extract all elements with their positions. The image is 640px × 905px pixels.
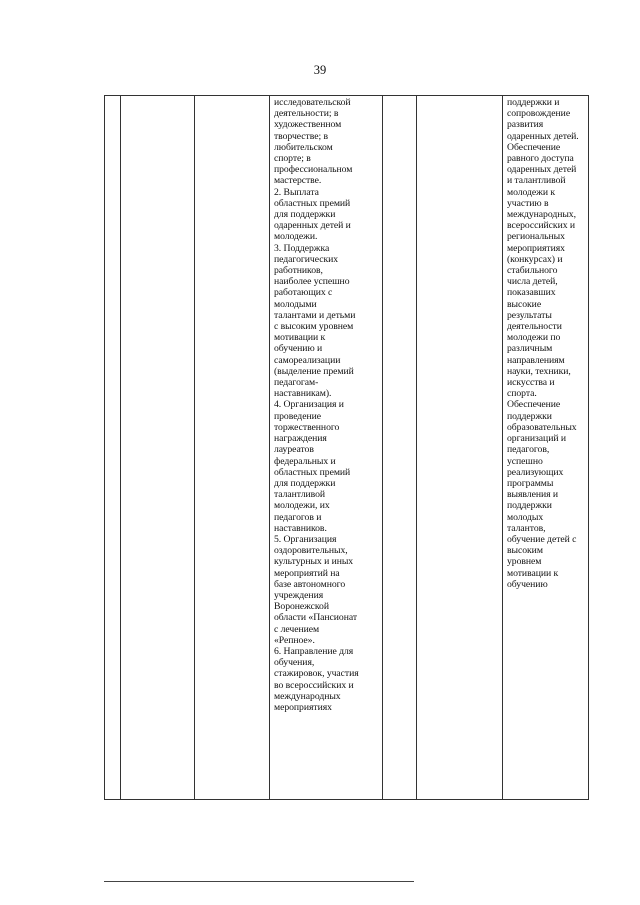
activities-text: исследовательской деятельности; в художественном творчестве; в любительском спорте; в профессиональном мастерстве. 2. Выплата областных премий для поддержки одаренных детей и молодежи. 3. Поддержка педагогических работников, наиболее успешно работающих с молодыми талантами и детьми с высоким уровнем мотивации к обучению и самореализации (выделение премий педагогам- наставникам). 4. Организация и проведение торжественного награждения лауреатов федеральных и областных премий для поддержки талантливой молодежи, их педагогов и наставников. 5. Организация оздоровительных, культурных и иных мероприятий на базе автономного учреждения Воронежской области «Пансионат с лечением «Репное». 6. Направление для обучения, стажировок, участия во всероссийских и международных мероприятиях <box>274 97 359 713</box>
footnote-divider <box>104 881 414 882</box>
results-text: поддержки и сопровождение развития одаренных детей. Обеспечение равного доступа одаренных детей и талантливой молодежи к участию в международных, всероссийских и региональных мероприятиях (конкурсах) и стабильного числа детей, показавших высокие результаты деятельности молодежи по различным направлениям науки, техники, искусства и спорта. Обеспечение поддержки образовательных организаций и педагогов, успешно реализующих программы выявления и поддержки молодых талантов, обучение детей с высоким уровнем мотивации к обучению <box>507 97 579 590</box>
table-cell-name <box>121 96 195 800</box>
table-cell-activities <box>270 96 383 800</box>
page-number: 39 <box>313 63 327 77</box>
table-row <box>105 96 589 800</box>
program-table <box>104 95 589 800</box>
table-cell-number <box>105 96 121 800</box>
table-cell-results <box>503 96 589 800</box>
table-cell-funding <box>417 96 503 800</box>
table-cell-executor <box>195 96 270 800</box>
table-cell-period <box>383 96 417 800</box>
